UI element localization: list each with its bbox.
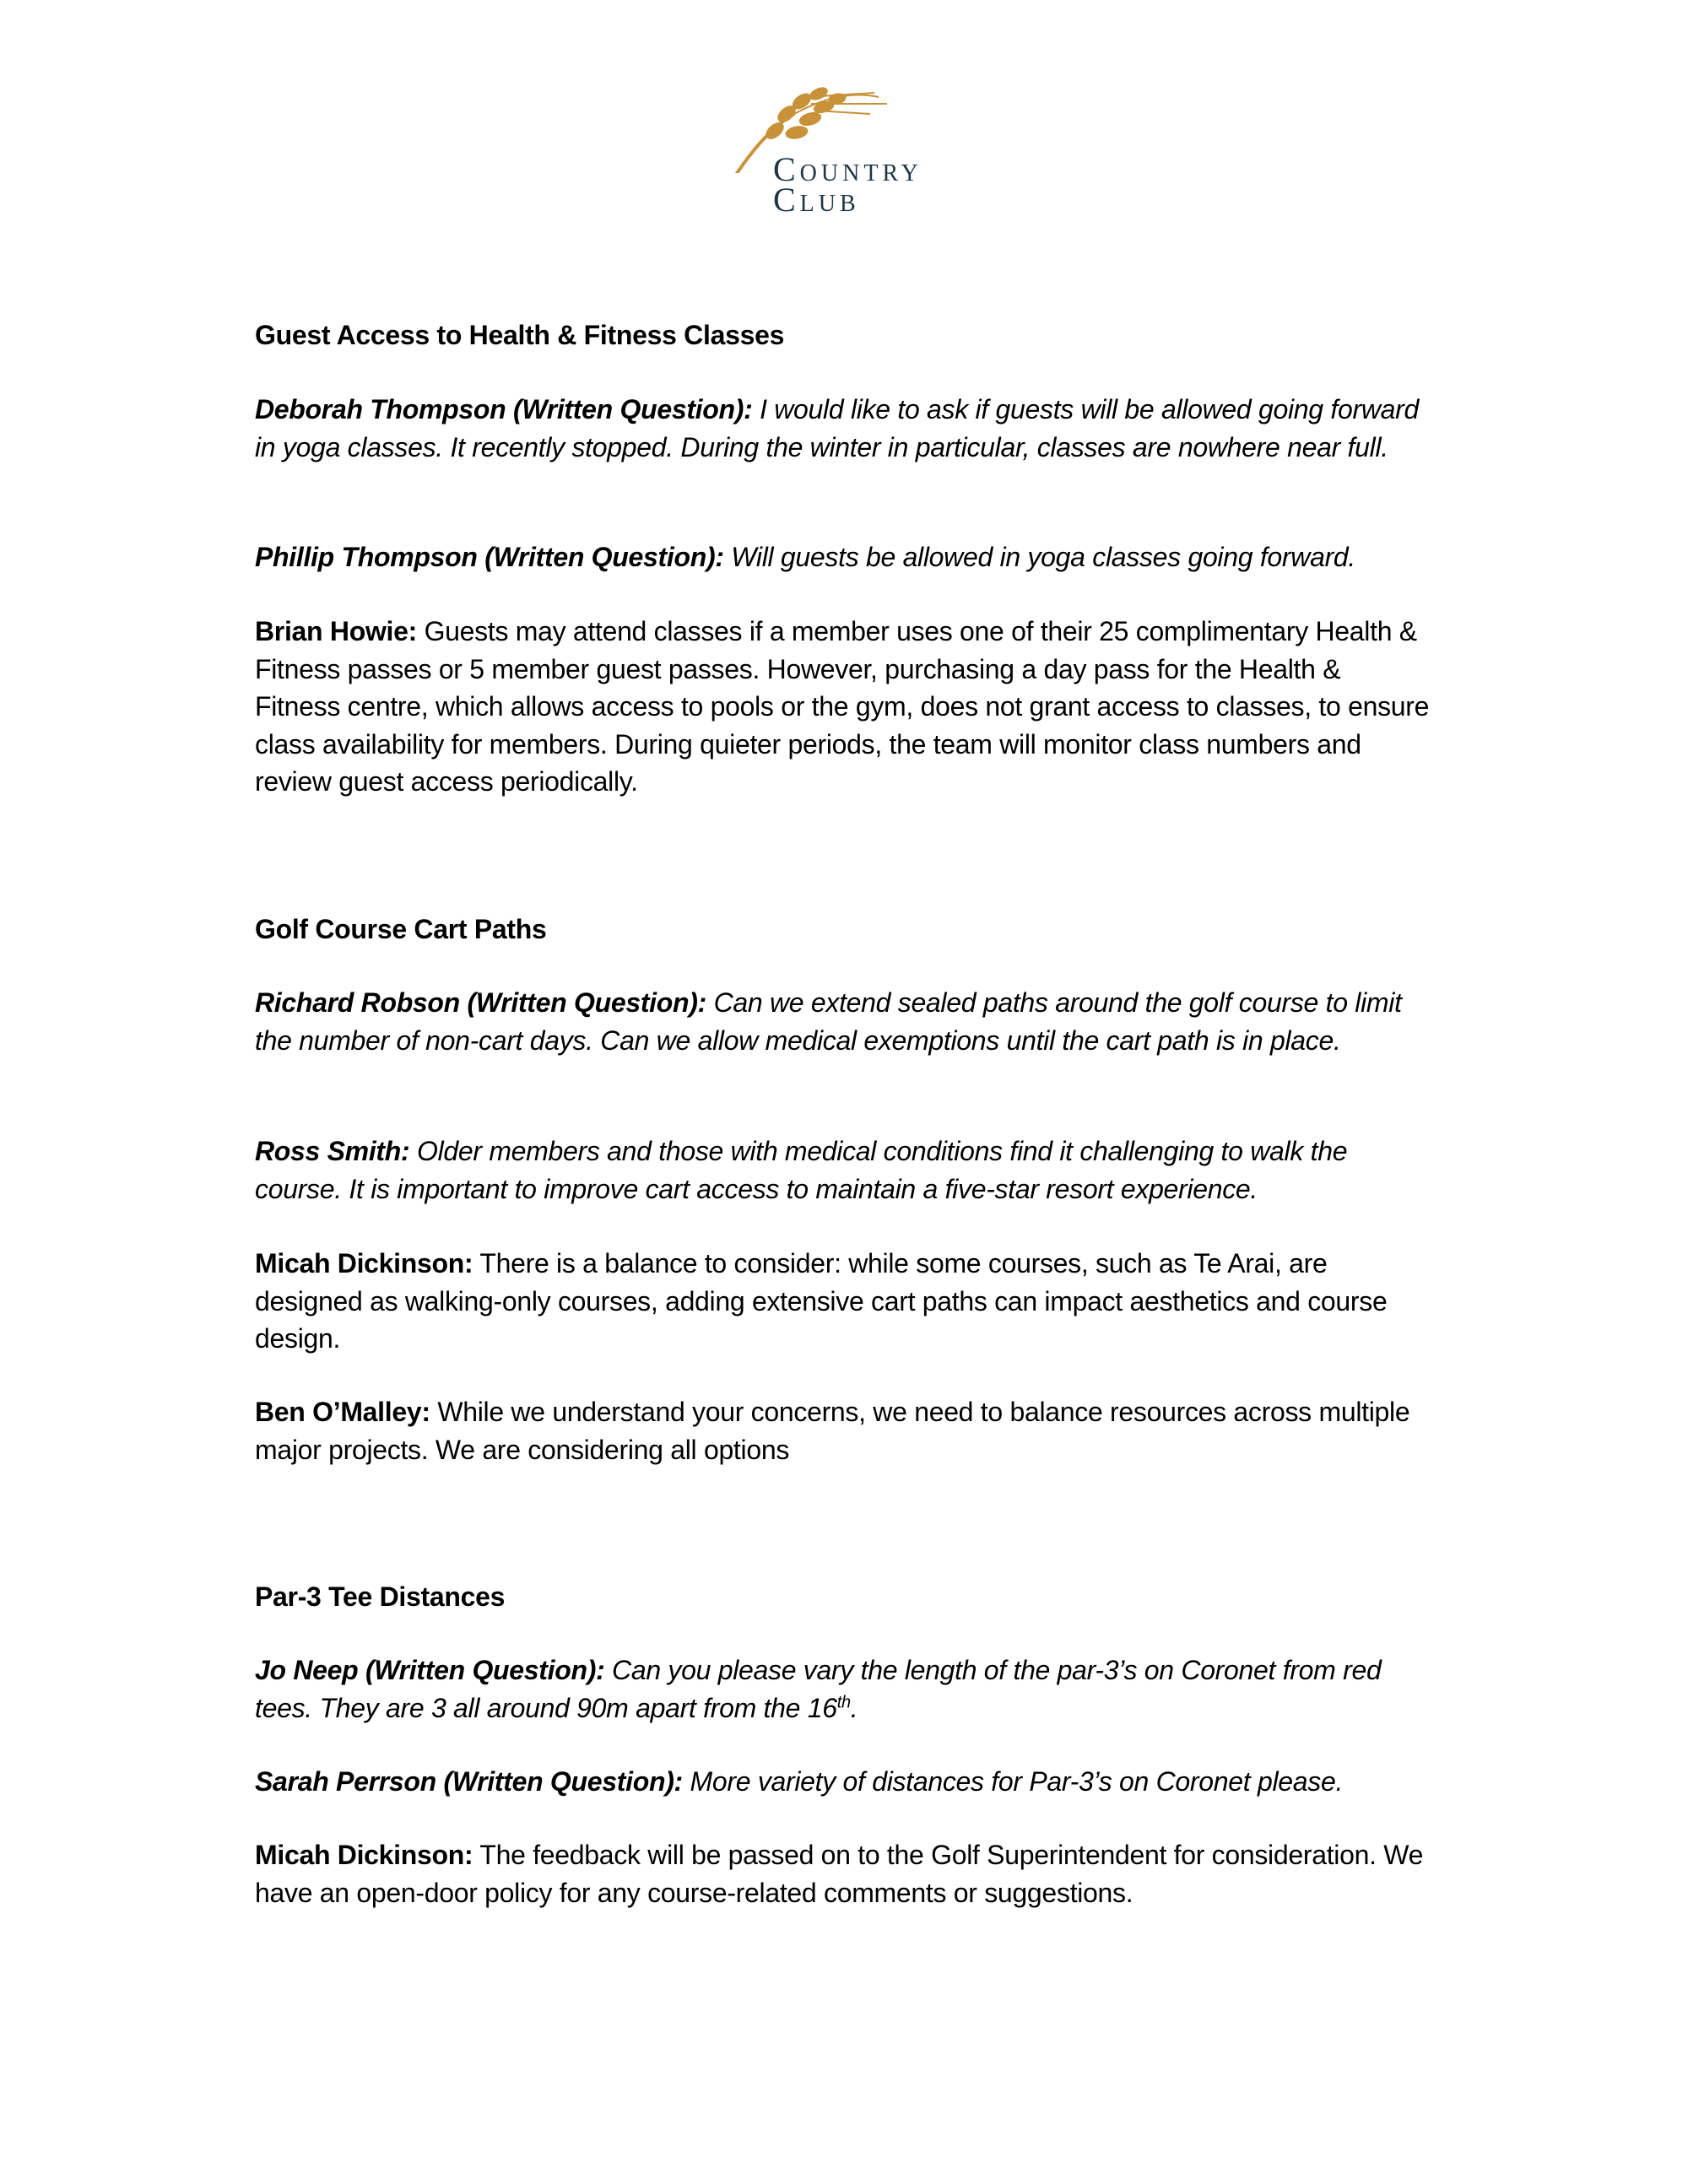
speaker: Micah Dickinson: [255,1248,473,1279]
entry [255,1763,1432,1801]
section-heading: Golf Course Cart Paths [255,914,547,944]
entry [255,1245,1432,1358]
speaker: Brian Howie: [255,616,417,646]
entry-tail: . [850,1692,858,1723]
entry [255,538,1432,576]
entry [255,391,1432,466]
entry-text: Can we extend sealed paths around the golf course to limit the number of non-cart days. Can we allow medical exemptions until the cart path is in place. [255,987,1402,1056]
country-club-logo [731,80,950,219]
entry-text: Will guests be allowed in yoga classes going forward. [731,542,1356,572]
entry-text: Can you please vary the length of the par-3’s on Coronet from red tees. They are 3 all around 90m apart from the 16 [255,1655,1382,1723]
entry-text: While we understand your concerns, we need to balance resources across multiple major projects. We are considering all options [255,1397,1410,1465]
entry [255,1836,1432,1911]
logo-line1: Country [773,150,922,188]
logo-line2: Club [773,181,860,219]
entry [255,984,1432,1059]
entry-text: More variety of distances for Par-3’s on Coronet please. [690,1766,1344,1797]
entry-text: Older members and those with medical conditions find it challenging to walk the course. It is important to improve cart access to maintain a five-star resort experience. [255,1136,1348,1204]
speaker: Jo Neep (Written Question): [255,1655,605,1685]
speaker: Ben O’Malley: [255,1397,430,1427]
entry-text: Guests may attend classes if a member uses one of their 25 complimentary Health & Fitness passes or 5 member guest passes. However, purchasing a day pass for the Health & Fitness centre, which allows access to pools or the gym, does not grant access to classes, to ensure class availability for members. During quieter periods, the team will monitor class numbers and review guest access periodically. [255,616,1430,797]
speaker: Sarah Perrson (Written Question): [255,1766,683,1797]
superscript: th [836,1692,851,1711]
section-heading: Guest Access to Health & Fitness Classes [255,320,785,350]
section-heading: Par-3 Tee Distances [255,1581,506,1612]
speaker: Ross Smith: [255,1136,410,1166]
entry-text: The feedback will be passed on to the Golf Superintendent for consideration. We have an open-door policy for any course-related comments or suggestions. [255,1840,1424,1908]
speaker: Phillip Thompson (Written Question): [255,542,724,572]
speaker: Richard Robson (Written Question): [255,987,706,1018]
entry [255,1393,1432,1468]
speaker: Micah Dickinson: [255,1840,473,1870]
speaker: Deborah Thompson (Written Question): [255,394,753,424]
entry [255,613,1432,801]
entry-text: I would like to ask if guests will be allowed going forward in yoga classes. It recently stopped. During the winter in particular, classes are nowhere near full. [255,394,1419,462]
entry [255,1652,1432,1727]
entry [255,1133,1432,1208]
entry-text: There is a balance to consider: while some courses, such as Te Arai, are designed as walking-only courses, adding extensive cart paths can impact aesthetics and course design. [255,1248,1388,1354]
